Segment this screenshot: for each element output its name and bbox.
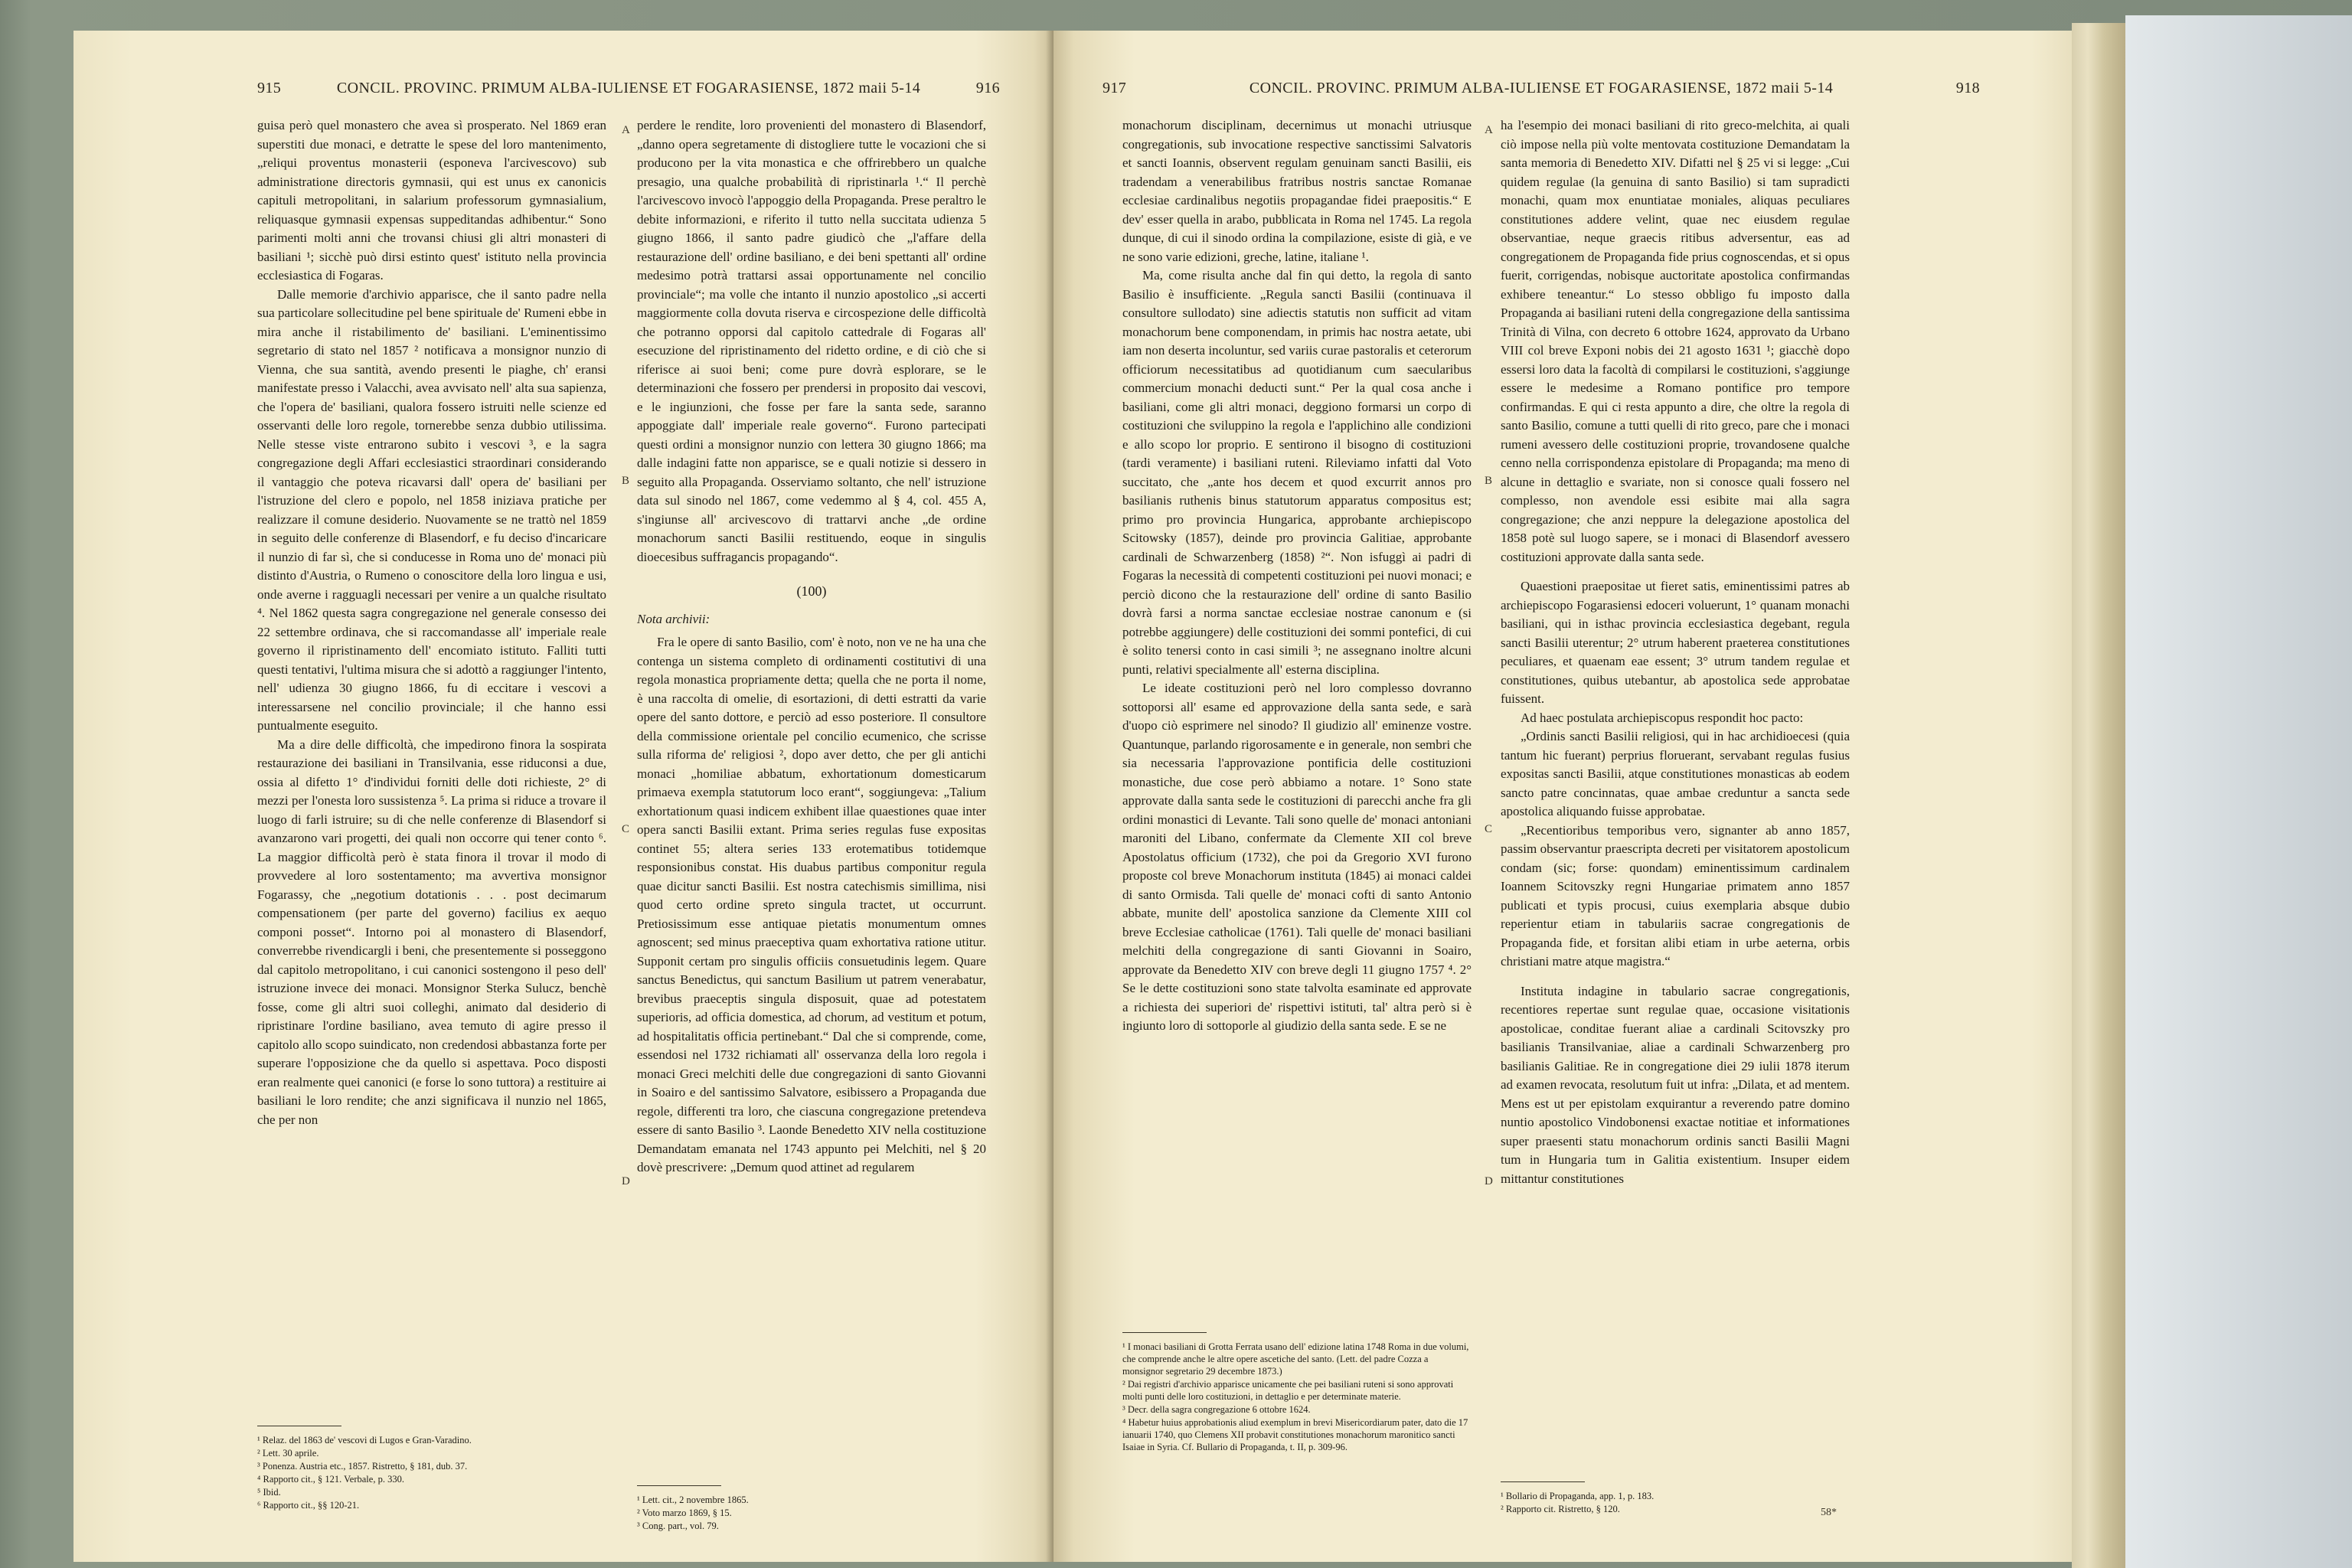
footnote: ¹ Lett. cit., 2 novembre 1865. — [637, 1494, 749, 1505]
paragraph: guisa però quel monastero che avea sì prosperato. Nel 1869 eran superstiti due monaci, e detratte le spese del loro mantenimento, „reliqui proventus monasterii (esponeva l'arcivescovo) sub administratione directoris gymnasii, qui est unus ex canonicis capituli metropolitani, in salarium professorum gymnasialium, reliquasque gymnasii expensas suppeditandas adhibentur.“ Sono parimenti molti anni che trovansi chiusi gli altri monasteri di basiliani ¹; sicchè può dirsi estinto quest' istituto nella provincia ecclesiastica di Fogaras. — [257, 118, 606, 283]
right-page-header — [1102, 80, 1980, 110]
footnote: ⁴ Habetur huius approbationis aliud exemplum in brevi Misericordiarum pater, dato die 17 ianuarii 1740, quo Clemens XII probavit constitutiones monachorum maronitico sancti Isaiae in Syria. Cf. Bullario di Propaganda, t. II, p. 309-96. — [1122, 1417, 1468, 1452]
paragraph: Dalle memorie d'archivio apparisce, che il santo padre nella sua particolare sollecitudine pel bene spirituale de' Rumeni ebbe in mira anche il ristabilimento de' basiliani. L'eminentissimo segretario di stato nel 1857 ² notificava a monsignor nunzio di Vienna, che sua santità, avendo presenti le piaghe, ch' eransi manifestate presso i Valacchi, avea avvisato nell' alta sua sapienza, che l'opera de' basiliani, qualora fossero istruiti nelle scienze ed osservanti delle loro regole, tornerebbe senza dubbio utilissima. Nelle stesse viste entrarono subito i vescovi ³, e la sagra congregazione degli Affari ecclesiastici straordinari considerando il vantaggio che poteva ricavarsi dall' opera de' basiliani per l'istruzione del clero e popolo, nel 1858 iniziava pratiche per realizzare il comune desiderio. Nuovamente se ne trattò nel 1859 in seguito delle conferenze di Blasendorf, e fu deciso d'incaricare il nunzio di far sì, che si conducesse in Roma uno de' monaci più distinto d'Austria, o Rumeno o conoscitore della loro lingua e usi, onde averne i ragguagli necessari per venire a un qualche risultato ⁴. Nel 1862 questa sagra congregazione nel generale consesso dei 22 settembre ordinava, che si raccomandasse all' imperiale reale governo il ripristinamento dell' encomiato istituto. Falliti tutti questi tentativi, l'ultima misura che si adottò a raggiunger l'intento, nell' udienza 30 giugno 1866, fu di eccitare i vescovi a interessarsene nel concilio provinciale; il che hanno essi puntualmente eseguito. — [257, 286, 606, 733]
paragraph: Ad haec postulata archiepiscopus respondit hoc pacto: — [1521, 710, 1804, 725]
paragraph: „Ordinis sancti Basilii religiosi, qui in hac archidioecesi (quia tantum hic fuerant) perprius floruerant, servabant regulas fusius expositas sancti Basilii, atque constitutiones monasticas ab eodem sancto patre concinnatas, quae ambae creduntur a sancta sede apostolica aliquando fuisse approbatae. — [1501, 729, 1850, 818]
right-column-2-footnotes — [1501, 1481, 1850, 1516]
paragraph: „Recentioribus temporibus vero, signanter ab anno 1857, passim observantur praescripta decreti per visitatorem apostolicum condam (sic; forse: quondam) eminentissimum cardinalem Ioannem Scitovszky regni Hungariae primatem anno 1857 publicati et typis procusi, cuius exemplaria absque dubio reperientur etiam in tabulariis sacrae congregationis de Propaganda fide, et forsitan alibi etiam in urbe aeterna, orbis christiani matre atque magistra.“ — [1501, 822, 1850, 969]
footnote: ² Lett. 30 aprile. — [257, 1448, 319, 1459]
running-title: CONCIL. PROVINC. PRIMUM ALBA-IULIENSE ET FOGARASIENSE, 1872 maii 5-14 — [1249, 80, 1834, 96]
footnote: ² Dai registri d'archivio apparisce unicamente che pei basiliani ruteni si sono approvati molti punti delle loro costituzioni, in dettaglio e per determinate materie. — [1122, 1379, 1454, 1402]
footnote: ¹ I monaci basiliani di Grotta Ferrata usano dell' edizione latina 1748 Roma in due volumi, che comprende anche le altre opere ascetiche del santo. (Lett. del padre Cozza a monsignor segretario 29 decembre 1873.) — [1122, 1341, 1469, 1377]
section-number: (100) — [796, 583, 827, 599]
footnote: ⁵ Ibid. — [257, 1487, 281, 1498]
footnote: ² Voto marzo 1869, § 15. — [637, 1508, 732, 1518]
margin-letter-b: B — [622, 475, 630, 487]
paragraph: monachorum disciplinam, decernimus ut monachi utriusque congregationis, sub invocatione respective sanctissimi Salvatoris et sancti Ioannis, observent regulam genuinam sancti Basilii, eis tradendam a venerabilibus fratribus nostris sanctae Romanae ecclesiae cardinalibus negotiis propagandae fidei praepositis.“ E dev' esser quella in arabo, pubblicata in Roma nel 1745. La regola dunque, di cui il sinodo ordina la compilazione, esiste di già, e ve ne sono varie edizioni, greche, latine, italiane ¹. — [1122, 118, 1472, 264]
footnote-rule — [637, 1485, 721, 1486]
right-column-1-footnotes — [1122, 1332, 1472, 1454]
left-column-1 — [257, 116, 606, 1129]
paragraph: perdere le rendite, loro provenienti del monastero di Blasendorf, „danno opera segretamente di distogliere tutte le vocazioni che si producono per la vita monastica e che offrirebbero un qualche presagio, una qualche probabilità di ripristinarla ¹.“ Il perchè l'arcivescovo invocò l'appoggio della Propaganda. Prese peraltro le debite informazioni, e riferito il tutto nella succitata udienza 5 giugno 1866, il santo padre giudicò che „l'affare della restaurazione dell' ordine basiliano, e dei beni spettanti all' ordine medesimo potrà trattarsi assai opportunamente nel concilio provinciale“; ma volle che intanto il nunzio apostolico „si accerti maggiormente colla dovuta riserva e circospezione delle difficoltà che potranno opporsi dal capitolo cattedrale di Fogaras all' esecuzione del ripristinamento del ridetto ordine, e di ciò che si riferisce ai suoi beni; come pure dovrà esplorare, se le determinazioni che fossero per prendersi in proposito dai vescovi, e le ingiunzioni, che fosse per fare la santa sede, saranno appoggiate dall' imperiale reale governo“. Furono partecipati questi ordini a monsignor nunzio con lettera 30 giugno 1866; ma dalle indagini fatte non apparisce, se e quali notizie si dessero in seguito alla Propaganda. Osserviamo soltanto, che nell' istruzione data sul sinodo nel 1867, come vedemmo al § 4, col. 455 A, s'ingiunse all' arcivescovo di trattarvi anche „de ordine monachorum sancti Basilii restituendo, eoque in singulis dioecesibus suffragancis propagando“. — [637, 118, 986, 564]
page-number-918: 918 — [1955, 80, 1980, 96]
margin-letter-d: D — [1485, 1175, 1493, 1187]
paragraph: Ma, come risulta anche dal fin qui detto, la regola di santo Basilio è insufficiente. „Regula sancti Basilii (continuava il consultore sullodato) sine adiectis statutis non sufficit ad vitam monachorum bene componendam, in primis hac nostra aetate, ubi iam non deserta incoluntur, sed variis curae pastoralis et ceterorum officiorum necessitatibus ad quotidianum cum saecularibus commercium monachi deducti sunt.“ Per la qual cosa anche i basiliani, come gli altri monaci, deggiono formarsi un corpo di costituzioni che sviluppino la regola e l'applichino alle condizioni e allo scopo lor proprio. E sentirono il bisogno di costituzioni (tardi veramente) i basiliani ruteni. Rileviamo infatti dal Voto succitato, che „ante hos decem et quod excurrit annos pro basilianis ruthenis binus statutorum apparatus compositus est; primo pro provincia Hungarica, approbante archiepiscopo Scitowsky (1857), deinde pro provincia Galitiae, approbante cardinali de Schwarzenberg (1858) ²“. Non isfuggì ai padri di Fogaras la necessità di competenti costituzioni pei nuovi monaci; e perciò dicono che la restaurazione dell' ordine di santo Basilio dovrà farsi a norma sanctae ecclesiae nostrae canonum e (si potrebbe aggiungere) delle costituzioni dei sommi pontefici, di cui è solito tenersi conto in casi simili ³; ne assegnano inoltre alcuni punti, relativi specialmente all' esterna disciplina. — [1122, 268, 1472, 677]
margin-letter-d: D — [622, 1175, 630, 1187]
margin-letter-c: C — [622, 823, 630, 835]
right-page — [1054, 31, 2072, 1562]
paragraph: Fra le opere di santo Basilio, com' è noto, non ve ne ha una che contenga un sistema completo di ordinamenti costitutivi di una regola monastica propriamente detta; quella che ne porta il nome, è una raccolta di omelie, di esortazioni, di detti estratti da varie opere del santo dottore, e perciò ad esso posteriore. Il consultore della commissione orientale pel concilio ecumenico, che scrisse sulla riforma de' religiosi ², dopo aver detto, che per gli antichi monaci „homiliae abbatum, exhortationum domesticarum primaeva exempla statutorum loco erant“, soggiungeva: „Talium exhortationum quasi indicem exhibent illae quaestiones quae inter opera sancti Basilii extant. Prima series regulas fuse expositas continet 55; altera series 133 erotematibus totidemque responsionibus constat. His duabus partibus componitur regula quae dicitur sancti Basilii. Est nostra catechismis simillima, nisi quod certo ordine spreto singula tractet, ut occurrunt. Pretiosissimum esse antiquae pietatis monumentum omnes agnoscent; sed minus praeceptiva quam exhortativa ratione utitur. Supponit certam pro singulis officiis consuetudinis legem. Quare sanctus Benedictus, qui sanctum Basilium ut patrem venerabatur, brevibus praeceptis singula disposuit, quae ad potestatem superioris, ad officia domestica, ad chorum, ad vestitum et potum, ad hospitalitatis officia pertinebant.“ Dal che si comprende, come, essendosi nel 1732 richiamati all' osservanza della loro regola i monaci Greci melchiti delle due congregazioni di santo Giovanni in Soairo e del santissimo Salvatore, esibissero a Propaganda due regole, differenti tra loro, che ciascuna congregazione pretendeva essere di santo Basilio ³. Laonde Benedetto XIV nella costituzione Demandatam emanata nel 1743 appunto pei Melchiti, nel § 20 dovè prescrivere: „Demum quod attinet ad regularem — [637, 635, 986, 1174]
page-edge — [2072, 23, 2125, 1568]
margin-letter-a: A — [1485, 124, 1493, 136]
left-column-2-footnotes — [637, 1485, 986, 1533]
footnote: ² Rapporto cit. Ristretto, § 120. — [1501, 1504, 1620, 1514]
section-subtitle: Nota archivii: — [637, 611, 710, 626]
left-page-header — [257, 80, 1000, 110]
paragraph: Ma a dire delle difficoltà, che impedirono finora la sospirata restaurazione dei basiliani in Transilvania, esse riduconsi a due, ossia al difetto 1° d'individui forniti delle doti richieste, 2° di mezzi per l'onesta loro sussistenza ⁵. La prima si riduce a trovare il luogo di farli istruire; su di che nelle conferenze di Blasendorf si avanzarono vari progetti, dei quali non occorre qui tener conto ⁶. La maggior difficoltà però è stata finora il trovar il modo di provvedere al loro sostentamento; ma avvertiva monsignor Fogarassy, che „negotium dotationis . . . post decimarum compensationem (per parte del governo) facilius ex aequo componi posset“. Intorno poi al monastero di Blasendorf, converrebbe rivendicargli i beni, che presentemente si posseggono dal capitolo metropolitano, i cui canonici sostengono il peso dell' istruzione invece dei monaci. Monsignor Sterka Sulucz, benchè fosse, come gli altri suoi colleghi, animato dal desiderio di ripristinare l'ordine basiliano, avea temuto di agire presso il capitolo allo scopo suindicato, non credendosi abbastanza forte per superare l'opposizione che da quello si aspettava. Poco disposti eran realmente quei canonici (e forse lo sono tuttora) a restituire ai basiliani le loro rendite; che anzi significava il nunzio nel 1865, che per non — [257, 737, 606, 1127]
background-sheet — [2125, 15, 2352, 1568]
page-number-917: 917 — [1102, 80, 1127, 96]
footnote: ⁶ Rapporto cit., §§ 120-21. — [257, 1500, 360, 1511]
footnote: ⁴ Rapporto cit., § 121. Verbale, p. 330. — [257, 1474, 404, 1485]
footnote: ³ Ponenza. Austria etc., 1857. Ristretto, § 181, dub. 37. — [257, 1461, 468, 1472]
right-column-1 — [1122, 116, 1472, 1036]
footnote: ³ Decr. della sagra congregazione 6 ottobre 1624. — [1122, 1404, 1311, 1415]
footnote: ¹ Relaz. del 1863 de' vescovi di Lugos e Gran-Varadino. — [257, 1435, 472, 1446]
left-page — [74, 31, 1054, 1562]
footnote-rule — [1501, 1481, 1585, 1482]
margin-letter-c: C — [1485, 823, 1493, 835]
running-title: CONCIL. PROVINC. PRIMUM ALBA-IULIENSE ET FOGARASIENSE, 1872 maii 5-14 — [336, 80, 921, 96]
footnote: ³ Cong. part., vol. 79. — [637, 1521, 719, 1531]
paragraph: Quaestioni praepositae ut fieret satis, eminentissimi patres ab archiepiscopo Fogarasiensi edoceri voluerunt, 1° quanam monachi basiliani, qui in isthac provincia ecclesiastica degebant, regula sancti Basilii uterentur; 2° utrum haberent praeterea constitutiones peculiares, et quaenam eae essent; 3° utrum tandem regulae et constitutiones, quibus utebantur, ab apostolica sede approbatae fuissent. — [1501, 579, 1850, 706]
left-column-2 — [637, 116, 986, 1178]
paragraph: Le ideate costituzioni però nel loro complesso dovranno sottoporsi all' esame ed approvazione della santa sede, e sarà d'uopo ciò esprimere nel sinodo? Il giudizio all' eminenze vostre. Quantunque, parlando rigorosamente e in generale, non sembri che sia necessaria l'approvazione pontificia delle costituzioni monastiche, due cose però abbiamo a notare. 1° Sono state approvate dalla santa sede le costituzioni di parecchi anche fra gli ordini monastici di Levante. Tali sono quelle de' monaci antoniani maroniti del Libano, confermate da Clemente XII col breve Apostolatus officium (1732), che poi da Gregorio XVI furono proposte col breve Monachorum instituta (1845) ai monaci caldei di santo Ormisda. Tali quelle de' monaci cofti di santo Antonio abbate, munite dell' apostolica sanzione da Clemente XIII col breve Ecclesiae catholicae (1761). Tali quelle de' monaci basiliani melchiti della congregazione di santi Giovanni in Soairo, approvate da Benedetto XIV con breve degli 11 giugno 1757 ⁴. 2° Se le dette costituzioni sono state talvolta esaminate ed approvate a richiesta dei superiori de' rispettivi istituti, tal' altra però si è ingiunto loro di sottoporle al giudizio della santa sede. E se ne — [1122, 681, 1472, 1033]
right-column-2 — [1501, 116, 1850, 1188]
signature-mark: 58* — [1821, 1507, 1837, 1518]
paragraph: ha l'esempio dei monaci basiliani di rito greco-melchita, ai quali ciò impose nella più volte mentovata costituzione Demandatam la santa memoria di Benedetto XIV. Difatti nel § 25 vi si legge: „Cui quidem regulae (la genuina di santo Basilio) si tam supradicti monachi, quam mox enuntiatae moniales, aliquas peculiares constitutiones addere velint, quae nec eiusdem regulae observantiae, neque graecis ritibus adversentur, eas ad congregationem de Propaganda fide prius cognoscendas, et si opus fuerit, corrigendas, nobisque auctoritate apostolica confirmandas exhibere teneantur.“ Lo stesso obbligo fu imposto dalla Propaganda ai basiliani ruteni della congregazione della santissima Trinità di Vilna, con decreto 6 ottobre 1624, approvato da Urbano VIII col breve Exponi nobis dei 21 agosto 1631 ¹; giacchè dopo essersi loro data la facoltà di compilarsi le costituzioni, s'aggiunge essere le medesime a Romano pontifice pro tempore confirmandas. E qui ci resta appunto a dire, che oltre la regola di santo Basilio, comune a tutti quelli di rito greco, pare che i monaci rumeni avessero delle costituzioni proprie, trovandosene qualche cenno nella corrispondenza epistolare di Propaganda; ma meno di alcune in dettaglio e svariate, non si conosce quali fossero nel complesso, non avendole essi esibite mai alla sagra congregazione; che anzi neppure la delegazione apostolica del 1858 potè sul luogo sapere, se i monaci di Blasendorf avessero costituzioni approvate dalla santa sede. — [1501, 118, 1850, 564]
margin-letter-b: B — [1485, 475, 1493, 487]
page-number-915: 915 — [257, 80, 282, 96]
paragraph: Instituta indagine in tabulario sacrae congregationis, recentiores repertae sunt regulae quae, occasione visitationis apostolicae, conditae fuerant aliae a cardinali Scitovszky pro basilianis Transilvaniae, aliae a cardinali Schwarzenberg pro basilianis Galitiae. Re in congregatione diei 29 iulii 1878 iterum ad examen revocata, resolutum fuit ut infra: „Dilata, et ad mentem. Mens est ut per epistolam exquirantur a reverendo patre domino nuntio apostolico Vindobonensi exactae notitiae et informationes super praesenti statu monachorum ordinis sancti Basilii Magni tum in Hungaria tum in Galitia existentium. Insuper eidem mittantur constitutiones — [1501, 983, 1850, 1186]
left-column-1-footnotes — [257, 1426, 606, 1512]
footnote: ¹ Bollario di Propaganda, app. 1, p. 183. — [1501, 1491, 1655, 1501]
footnote-rule — [1122, 1332, 1207, 1333]
margin-letter-a: A — [622, 124, 630, 136]
page-number-916: 916 — [975, 80, 1000, 96]
